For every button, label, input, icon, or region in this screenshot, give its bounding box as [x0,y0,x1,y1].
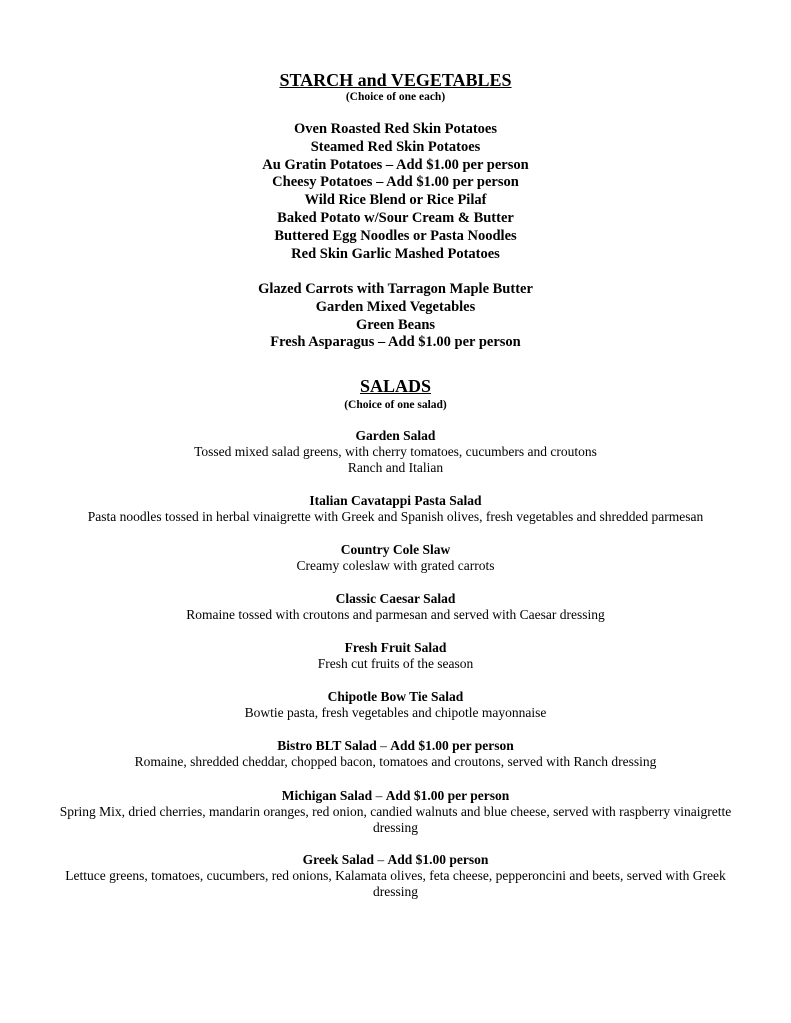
salad-dressings: Ranch and Italian [347,460,444,475]
section-subtitle-salads: (Choice of one salad) [344,399,447,411]
salads-header [0,376,791,412]
salad-description: Lettuce greens, tomatoes, cucumbers, red onions, Kalamata olives, feta cheese, pepperoncini and beets, served with Greek dressing [65,868,726,899]
salad-name: Classic Caesar Salad [335,591,456,606]
salad-name: Fresh Fruit Salad [344,640,447,655]
salad-country-cole-slaw [0,542,791,574]
list-item: Au Gratin Potatoes – Add $1.00 per person [262,156,529,173]
salad-price: Add $1.00 per person [385,788,510,803]
list-item: Fresh Asparagus – Add $1.00 per person [270,334,521,351]
salad-description: Romaine, shredded cheddar, chopped bacon, tomatoes and croutons, served with Ranch dressing [134,754,657,769]
salad-name-row [0,788,791,804]
list-item: Wild Rice Blend or Rice Pilaf [304,192,487,209]
salad-garden [0,428,791,476]
section-title-starch: STARCH and VEGETABLES [279,70,512,90]
price-dash: – [373,852,388,867]
salad-description: Bowtie pasta, fresh vegetables and chipotle mayonnaise [244,705,547,720]
salad-fresh-fruit [0,640,791,672]
list-item: Green Beans [355,316,436,333]
salad-name: Chipotle Bow Tie Salad [327,689,464,704]
salad-bistro-blt [0,738,791,770]
salad-name: Bistro BLT Salad [277,738,377,753]
salad-description: Spring Mix, dried cherries, mandarin oranges, red onion, candied walnuts and blue cheese, served with raspberry vinaigrette dressing [59,804,732,835]
salad-name: Greek Salad [302,852,374,867]
salad-description: Tossed mixed salad greens, with cherry tomatoes, cucumbers and croutons [194,444,597,459]
salad-description: Creamy coleslaw with grated carrots [296,558,495,573]
salad-description: Pasta noodles tossed in herbal vinaigrette with Greek and Spanish olives, fresh vegetables and shredded parmesan [87,509,704,524]
salad-name: Garden Salad [355,428,436,443]
salad-chipotle-bow-tie [0,689,791,721]
list-item: Steamed Red Skin Potatoes [310,138,481,155]
salad-michigan [0,788,791,836]
salad-description: Romaine tossed with croutons and parmesan and served with Caesar dressing [186,607,605,622]
list-item: Red Skin Garlic Mashed Potatoes [291,245,500,262]
salad-name-row [0,738,791,754]
section-subtitle-starch: (Choice of one each) [345,91,446,103]
salad-classic-caesar [0,591,791,623]
list-item: Oven Roasted Red Skin Potatoes [293,121,497,137]
section-title-salads: SALADS [359,376,432,396]
salad-italian-cavatappi [0,493,791,525]
list-item: Glazed Carrots with Tarragon Maple Butter [258,281,533,297]
salad-greek [0,852,791,900]
salad-price: Add $1.00 per person [390,738,514,753]
price-dash: – [376,738,391,753]
list-item: Buttered Egg Noodles or Pasta Noodles [274,227,517,244]
salad-name: Michigan Salad [281,788,373,803]
salad-name: Italian Cavatappi Pasta Salad [309,493,482,508]
starch-list [0,121,791,263]
vegetable-list [0,281,791,352]
price-dash: – [372,788,386,803]
salad-price: Add $1.00 person [387,852,489,867]
salad-name-row [0,852,791,868]
salad-name: Country Cole Slaw [340,542,451,557]
list-item: Cheesy Potatoes – Add $1.00 per person [272,174,519,191]
starch-vegetables-section [0,70,791,104]
list-item: Garden Mixed Vegetables [315,298,476,315]
salad-description: Fresh cut fruits of the season [317,656,474,671]
list-item: Baked Potato w/Sour Cream & Butter [277,209,514,226]
